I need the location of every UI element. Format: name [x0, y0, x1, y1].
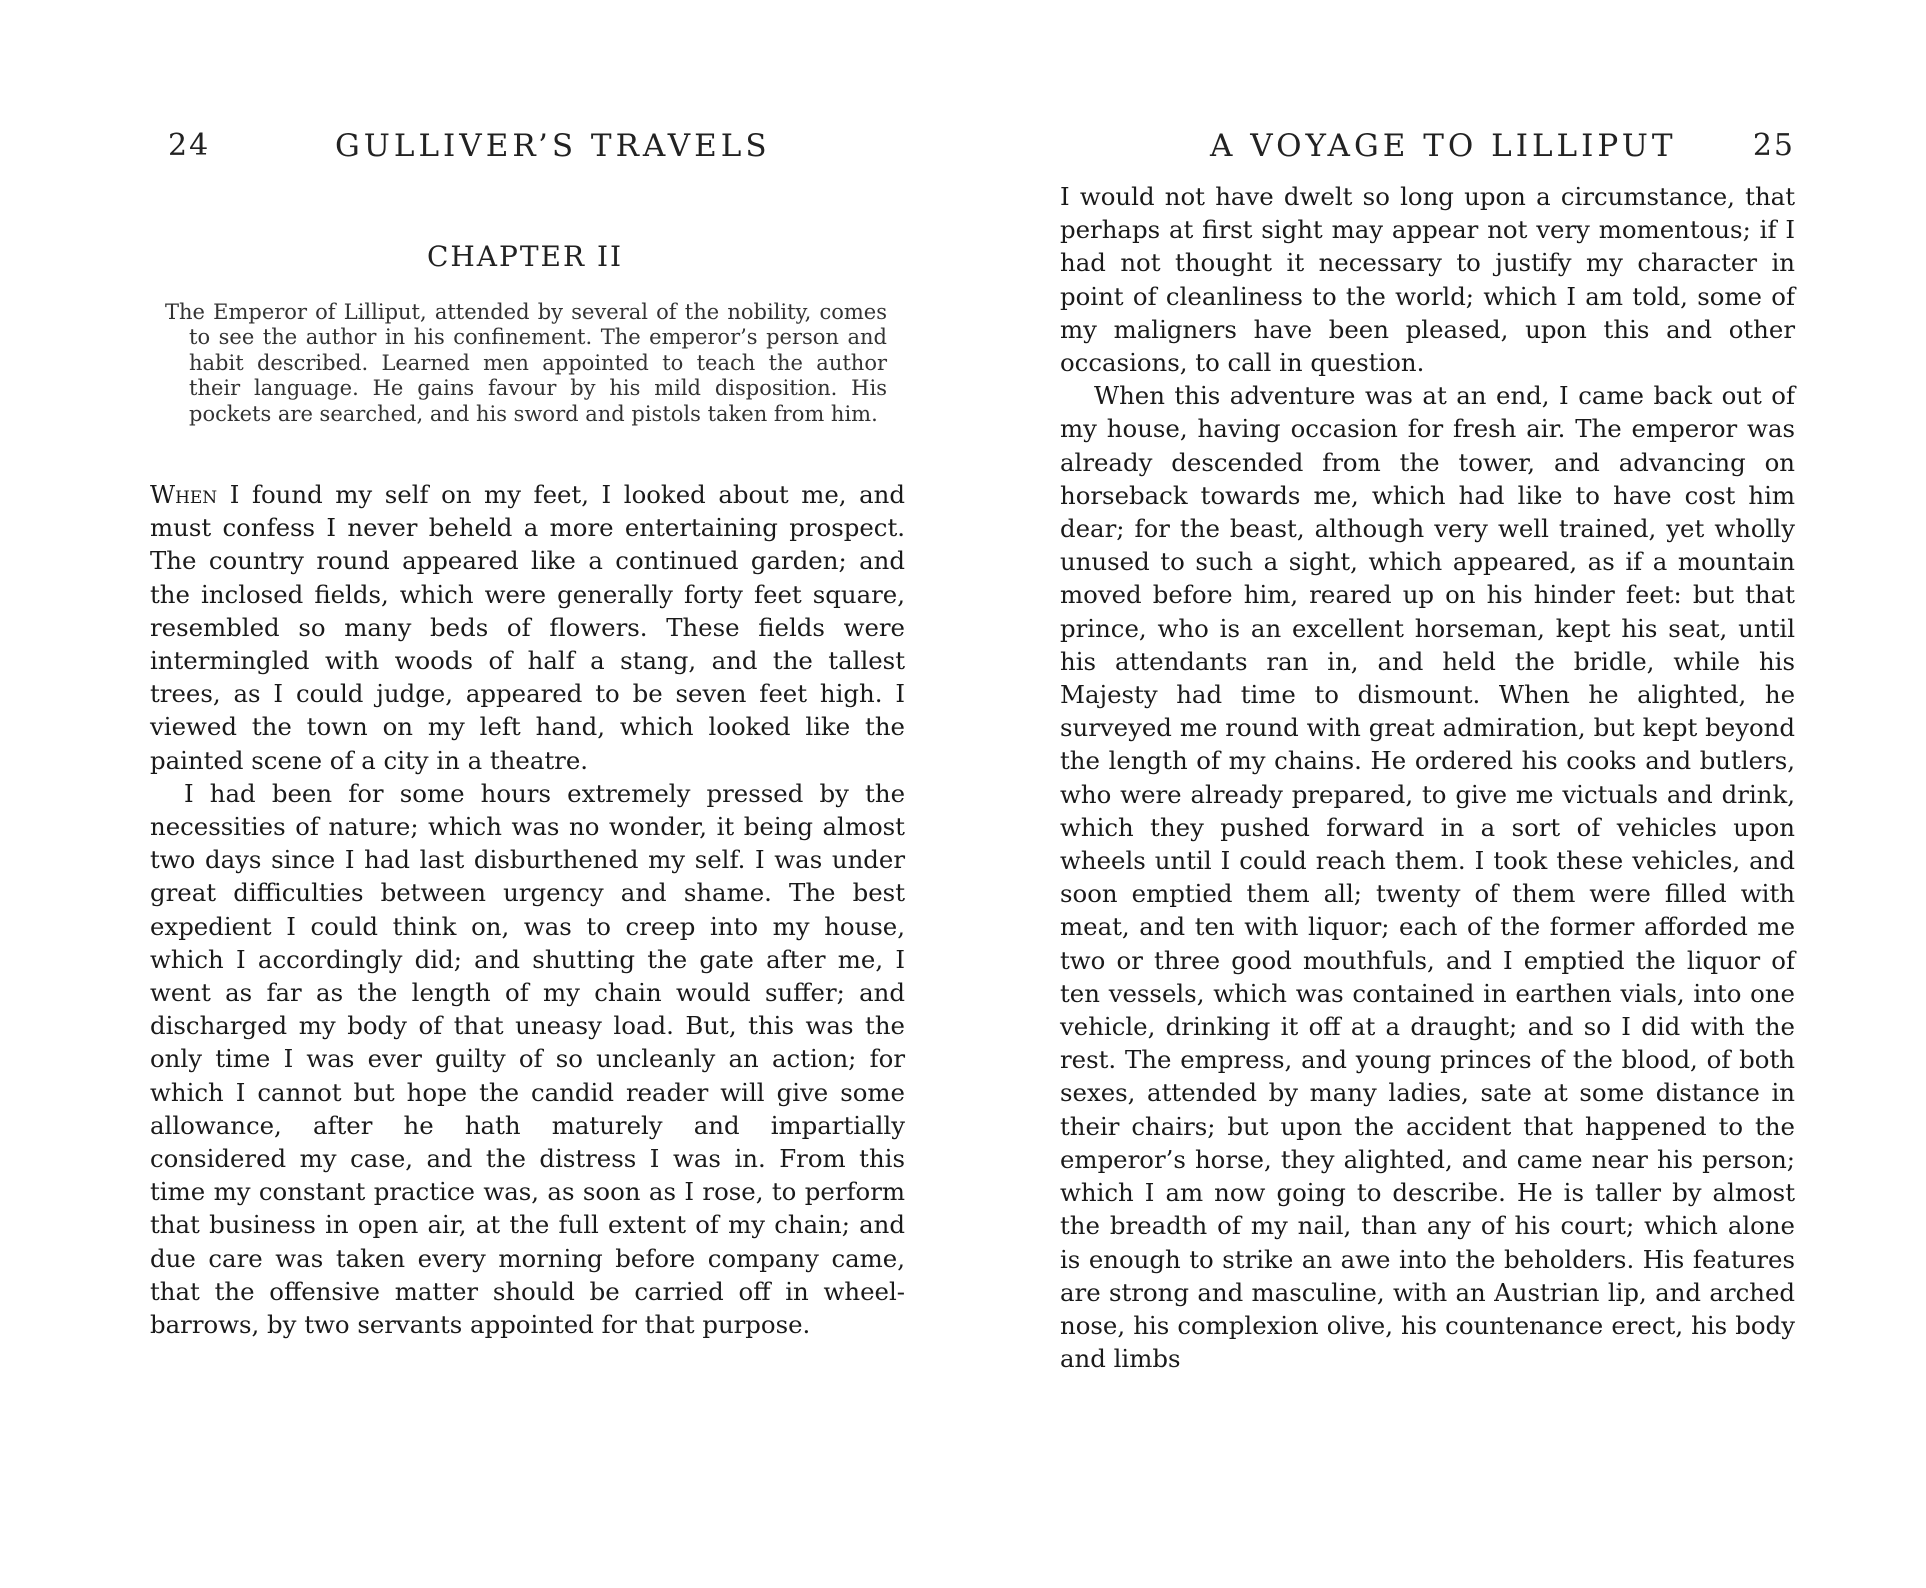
paragraph: I had been for some hours extremely pressed by the necessities of nature; which was no wonder, it being almost two days since I had last disburthened my self. I was under great difficulties between urgency and shame. The best expedient I could think on, was to creep into my house, which I accordingly did; and shutting the gate after me, I went as far as the length of my chain would suffer; and discharged my body of that uneasy load. But, this was the only time I was ever guilty of so uncleanly an action; for which I cannot but hope the candid reader will give some allowance, after he hath maturely and impartially considered my case, and the distress I was in. From this time my constant practice was, as soon as I rose, to perform that business in open air, at the full extent of my chain; and due care was taken every morning before company came, that the offensive matter should be carried off in wheel-barrows, by two servants appointed for that purpose.: [150, 778, 905, 1340]
paragraph: When this adventure was at an end, I came back out of my house, having occasion for fresh air. The emperor was already descended from the tower, and advancing on horseback towards me, which had like to have cost him dear; for the beast, although very well trained, yet wholly unused to such a sight, which appeared, as if a mountain moved before him, reared up on his hinder feet: but that prince, who is an excellent horseman, kept his seat, until his attendants ran in, and held the bridle, while his Majesty had time to dismount. When he alighted, he surveyed me round with great admiration, but kept beyond the length of my chains. He ordered his cooks and butlers, who were already prepared, to give me victuals and drink, which they pushed forward in a sort of vehicles upon wheels until I could reach them. I took these vehicles, and soon emptied them all; twenty of them were filled with meat, and ten with liquor; each of the former afforded me two or three good mouthfuls, and I emptied the liquor of ten vessels, which was contained in earthen vials, into one vehicle, drinking it off at a draught; and so I did with the rest. The empress, and young princes of the blood, of both sexes, attended by many ladies, sate at some distance in their chairs; but upon the accident that happened to the emperor’s horse, they alighted, and came near his person; which I am now going to describe. He is taller by almost the breadth of my nail, than any of his court; which alone is enough to strike an awe into the beholders. His features are strong and masculine, with an Austrian lip, and arched nose, his complexion olive, his countenance erect, his body and limbs: [1060, 381, 1795, 1374]
right-running-title: A VOYAGE TO LILLIPUT: [1210, 128, 1677, 164]
left-running-head: [150, 128, 900, 168]
paragraph-lead-in: When: [150, 480, 218, 509]
chapter-heading: CHAPTER II: [426, 240, 624, 273]
right-running-head: [1060, 128, 1795, 168]
left-page-number: 24: [168, 128, 211, 163]
paragraph-text: I found my self on my feet, I looked about me, and must confess I never beheld a more entertaining prospect. The country round appeared like a continued garden; and the inclosed fields, which were generally forty feet square, resembled so many beds of flowers. These fields were intermingled with woods of half a stang, and the tallest trees, as I could judge, appeared to be seven feet high. I viewed the town on my left hand, which looked like the painted scene of a city in a theatre.: [150, 480, 905, 775]
right-body-text: [1060, 180, 1795, 1375]
chapter-synopsis: The Emperor of Lilliput, attended by several of the nobility, comes to see the author in his confinement. The emperor’s person and habit described. Learned men appointed to teach the author their language. He gains favour by his mild disposition. His pockets are searched, and his sword and pistols taken from him.: [165, 300, 887, 426]
left-running-title: GULLIVER’S TRAVELS: [335, 128, 771, 164]
paragraph: [150, 478, 905, 777]
left-body-text: [150, 478, 905, 1341]
paragraph: I would not have dwelt so long upon a circumstance, that perhaps at first sight may appear not very momentous; if I had not thought it necessary to justify my character in point of cleanliness to the world; which I am told, some of my maligners have been pleased, upon this and other occasions, to call in question.: [1060, 182, 1795, 378]
right-page-number: 25: [1752, 128, 1795, 163]
